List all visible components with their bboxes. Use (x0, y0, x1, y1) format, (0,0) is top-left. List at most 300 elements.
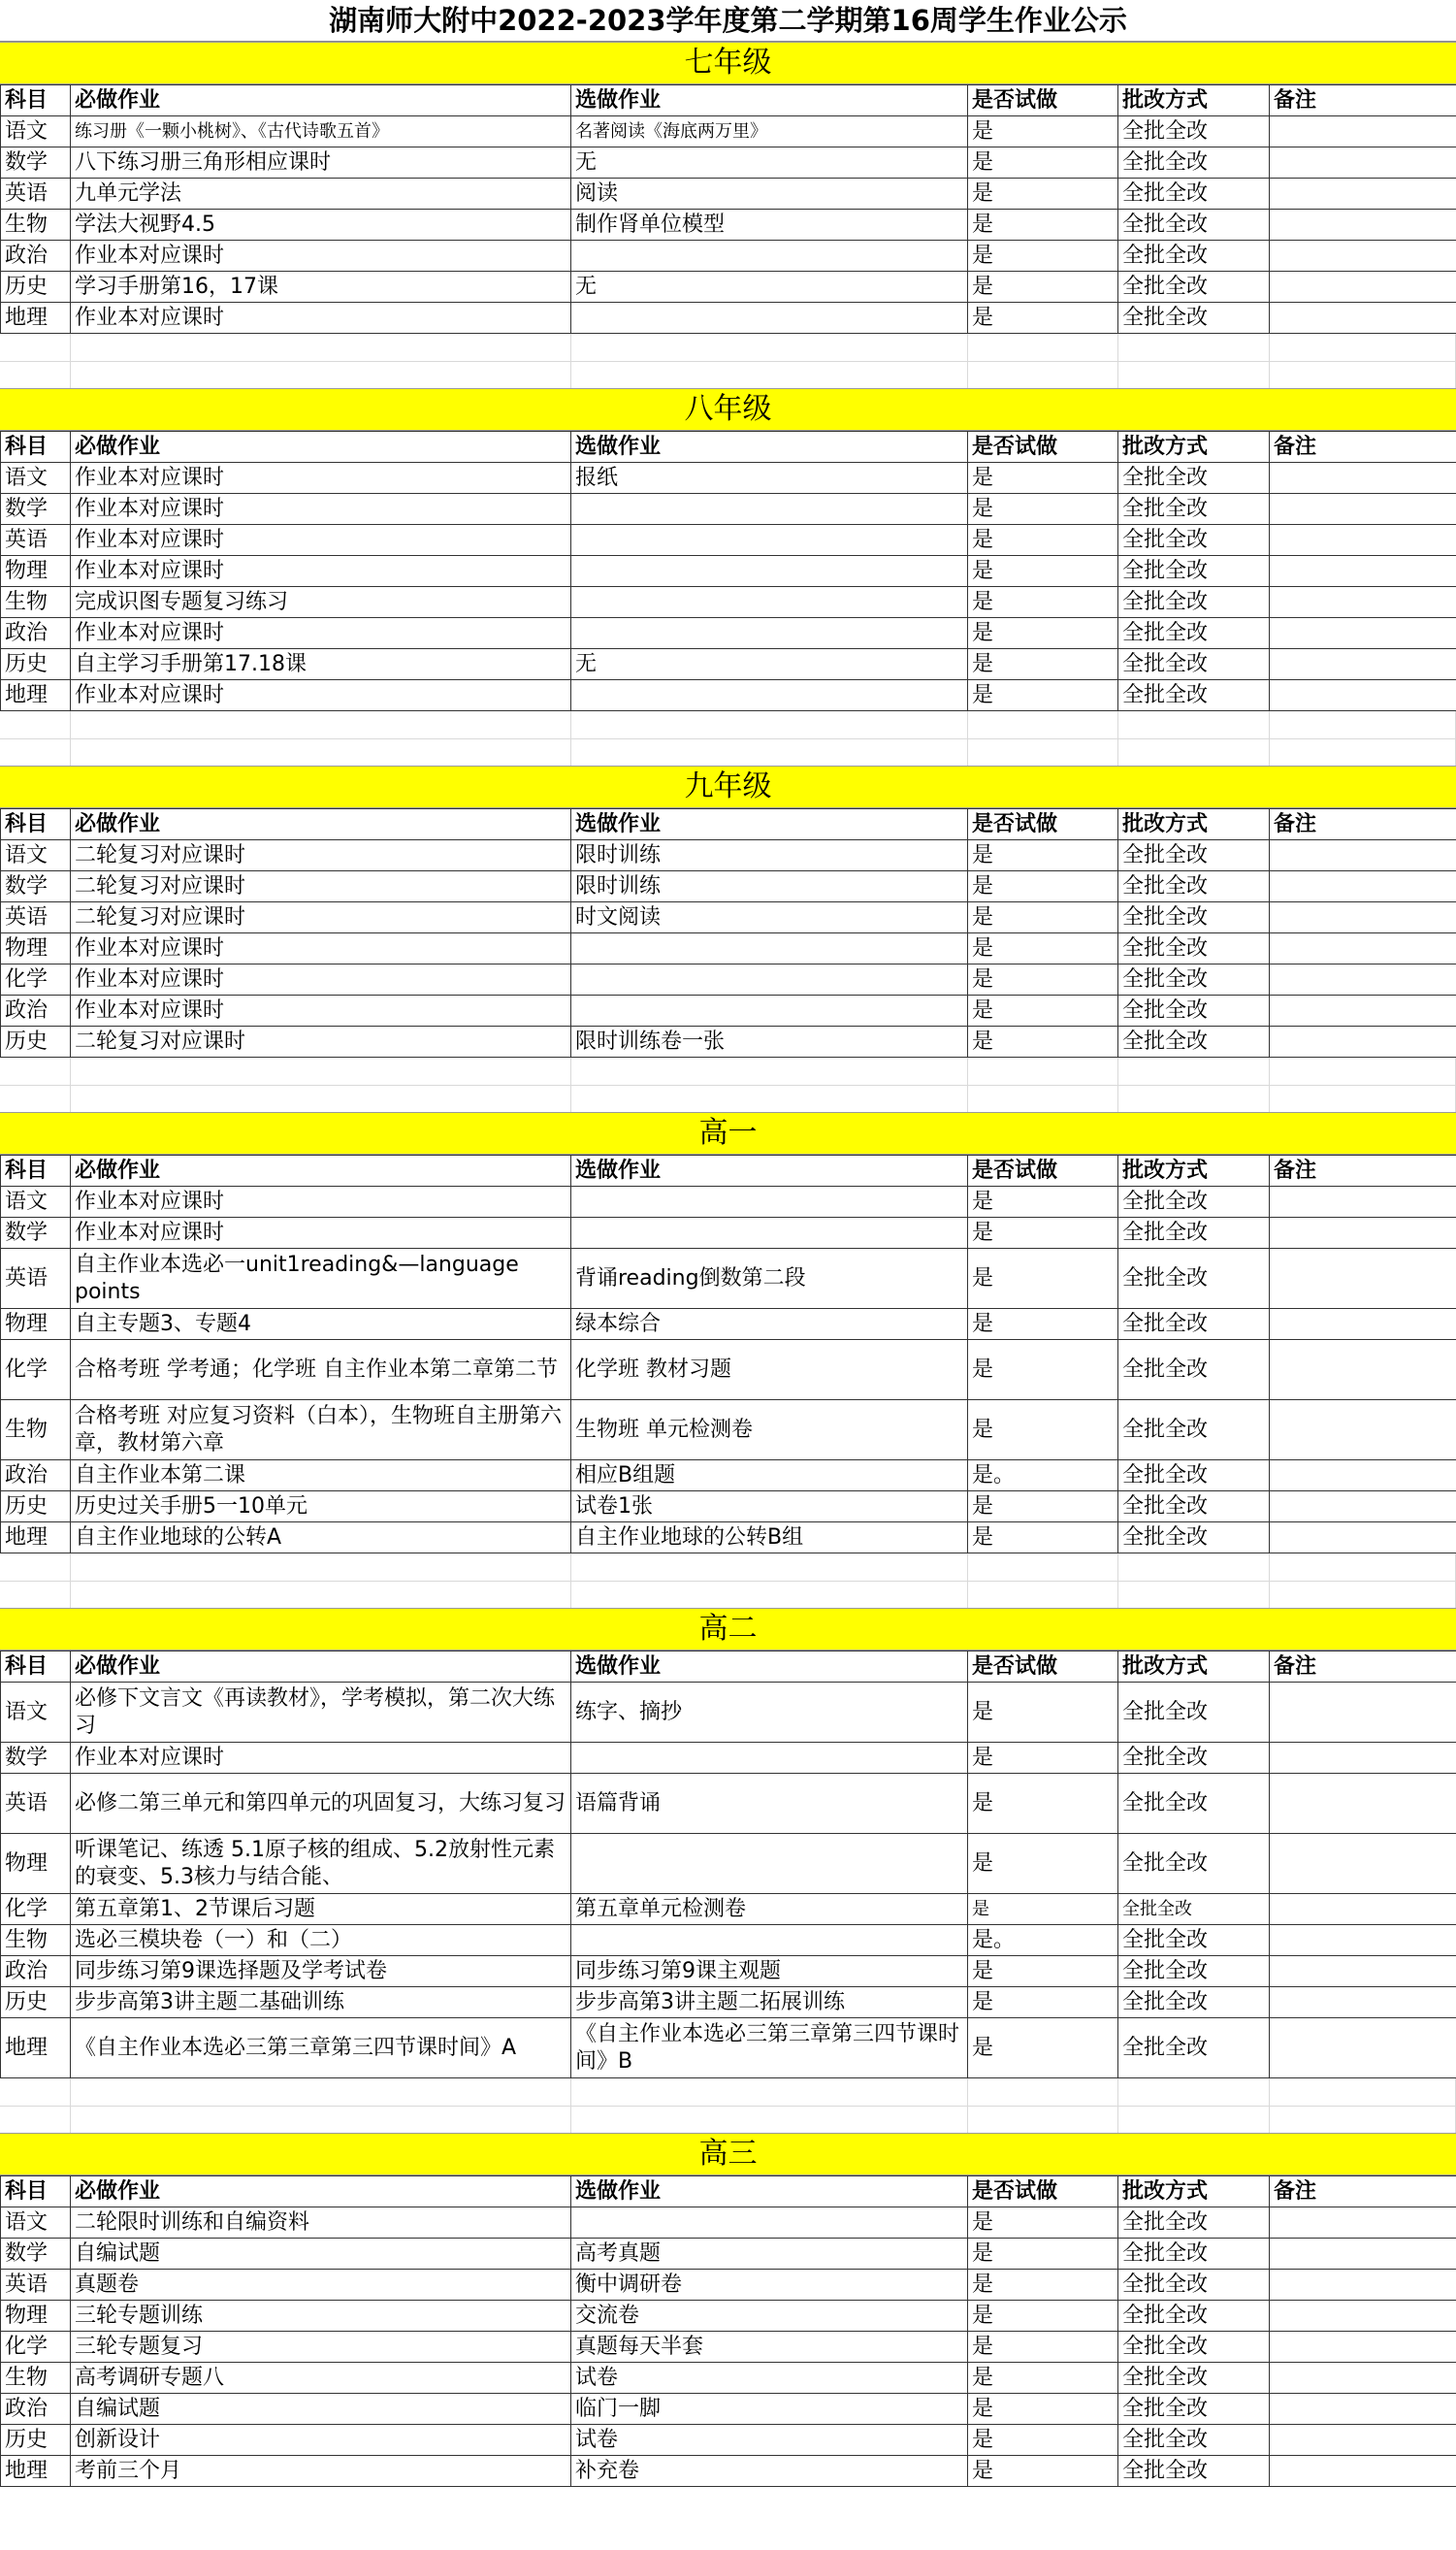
subject-cell: 语文 (1, 2207, 71, 2239)
optional-homework-cell: 试卷1张 (571, 1491, 968, 1522)
tried-cell: 是 (968, 1027, 1118, 1058)
note-cell (1270, 1774, 1456, 1834)
tried-cell: 是 (968, 1187, 1118, 1218)
table-row (1, 1400, 1456, 1460)
required-homework-cell: 学法大视野4.5 (71, 210, 571, 241)
tried-cell: 是 (968, 2332, 1118, 2363)
subject-cell: 语文 (1, 1683, 71, 1743)
note-cell (1270, 272, 1456, 303)
optional-homework-cell: 第五章单元检测卷 (571, 1894, 968, 1925)
note-cell (1270, 840, 1456, 871)
header-tried: 是否试做 (968, 85, 1118, 116)
table-row (1, 2394, 1456, 2425)
grading-method-cell: 全批全改 (1118, 147, 1270, 179)
required-homework-cell: 三轮专题复习 (71, 2332, 571, 2363)
table-row (1, 272, 1456, 303)
table-row (1, 618, 1456, 649)
grade-banner: 高一 (0, 1112, 1456, 1155)
optional-homework-cell (571, 933, 968, 964)
optional-homework-cell (571, 587, 968, 618)
grading-method-cell: 全批全改 (1118, 210, 1270, 241)
tried-cell: 是 (968, 1683, 1118, 1743)
table-row (1, 1460, 1456, 1491)
optional-homework-cell: 名著阅读《海底两万里》 (571, 116, 968, 147)
subject-cell: 地理 (1, 2456, 71, 2487)
subject-cell: 物理 (1, 1834, 71, 1894)
subject-cell: 数学 (1, 1218, 71, 1249)
optional-homework-cell: 无 (571, 272, 968, 303)
tried-cell: 是 (968, 871, 1118, 902)
subject-cell: 语文 (1, 116, 71, 147)
table-row (1, 1774, 1456, 1834)
grading-method-cell: 全批全改 (1118, 241, 1270, 272)
note-cell (1270, 1683, 1456, 1743)
grading-method-cell: 全批全改 (1118, 680, 1270, 711)
subject-cell: 历史 (1, 1987, 71, 2018)
note-cell (1270, 303, 1456, 334)
subject-cell: 地理 (1, 2018, 71, 2078)
subject-cell: 物理 (1, 2301, 71, 2332)
table-row (1, 1309, 1456, 1340)
header-optional: 选做作业 (571, 85, 968, 116)
subject-cell: 地理 (1, 1522, 71, 1553)
table-row (1, 463, 1456, 494)
tried-cell: 是 (968, 902, 1118, 933)
note-cell (1270, 147, 1456, 179)
note-cell (1270, 1340, 1456, 1400)
required-homework-cell: 合格考班 对应复习资料（白本），生物班自主册第六章，教材第六章 (71, 1400, 571, 1460)
required-homework-cell: 二轮复习对应课时 (71, 840, 571, 871)
subject-cell: 政治 (1, 2394, 71, 2425)
header-grading-method: 批改方式 (1118, 809, 1270, 840)
table-row (1, 2239, 1456, 2270)
table-row (1, 210, 1456, 241)
grading-method-cell: 全批全改 (1118, 649, 1270, 680)
grading-method-cell: 全批全改 (1118, 2363, 1270, 2394)
grading-method-cell: 全批全改 (1118, 116, 1270, 147)
grading-method-cell: 全批全改 (1118, 272, 1270, 303)
required-homework-cell: 作业本对应课时 (71, 241, 571, 272)
subject-cell: 生物 (1, 587, 71, 618)
table-row (1, 1834, 1456, 1894)
table-row (1, 2301, 1456, 2332)
note-cell (1270, 556, 1456, 587)
note-cell (1270, 2270, 1456, 2301)
subject-cell: 生物 (1, 2363, 71, 2394)
grading-method-cell: 全批全改 (1118, 964, 1270, 996)
grading-method-cell: 全批全改 (1118, 2301, 1270, 2332)
subject-cell: 历史 (1, 649, 71, 680)
table-row (1, 1683, 1456, 1743)
table-row (1, 1956, 1456, 1987)
homework-table (0, 1651, 1456, 2078)
required-homework-cell: 作业本对应课时 (71, 933, 571, 964)
required-homework-cell: 自编试题 (71, 2394, 571, 2425)
table-row (1, 1249, 1456, 1309)
grade-banner: 七年级 (0, 42, 1456, 84)
required-homework-cell: 二轮复习对应课时 (71, 871, 571, 902)
note-cell (1270, 2456, 1456, 2487)
header-grading-method: 批改方式 (1118, 85, 1270, 116)
note-cell (1270, 1522, 1456, 1553)
subject-cell: 英语 (1, 525, 71, 556)
required-homework-cell: 步步高第3讲主题二基础训练 (71, 1987, 571, 2018)
subject-cell: 地理 (1, 303, 71, 334)
table-row (1, 2270, 1456, 2301)
header-required: 必做作业 (71, 85, 571, 116)
header-grading-method: 批改方式 (1118, 432, 1270, 463)
tried-cell: 是 (968, 1774, 1118, 1834)
grading-method-cell: 全批全改 (1118, 1187, 1270, 1218)
subject-cell: 英语 (1, 1774, 71, 1834)
header-optional: 选做作业 (571, 809, 968, 840)
grading-method-cell: 全批全改 (1118, 2425, 1270, 2456)
table-row (1, 494, 1456, 525)
optional-homework-cell: 交流卷 (571, 2301, 968, 2332)
header-required: 必做作业 (71, 432, 571, 463)
tried-cell: 是 (968, 494, 1118, 525)
grading-method-cell: 全批全改 (1118, 525, 1270, 556)
grading-method-cell: 全批全改 (1118, 1522, 1270, 1553)
required-homework-cell: 合格考班 学考通；化学班 自主作业本第二章第二节 (71, 1340, 571, 1400)
table-header-row (1, 432, 1456, 463)
subject-cell: 英语 (1, 902, 71, 933)
header-note: 备注 (1270, 809, 1456, 840)
table-header-row (1, 1156, 1456, 1187)
required-homework-cell: 作业本对应课时 (71, 680, 571, 711)
required-homework-cell: 作业本对应课时 (71, 494, 571, 525)
header-note: 备注 (1270, 1156, 1456, 1187)
required-homework-cell: 二轮限时训练和自编资料 (71, 2207, 571, 2239)
subject-cell: 政治 (1, 618, 71, 649)
optional-homework-cell: 高考真题 (571, 2239, 968, 2270)
tried-cell: 是 (968, 2018, 1118, 2078)
tried-cell: 是 (968, 618, 1118, 649)
optional-homework-cell: 限时训练卷一张 (571, 1027, 968, 1058)
optional-homework-cell: 绿本综合 (571, 1309, 968, 1340)
table-header-row (1, 809, 1456, 840)
required-homework-cell: 作业本对应课时 (71, 556, 571, 587)
tried-cell: 是 (968, 241, 1118, 272)
header-subject: 科目 (1, 1651, 71, 1683)
subject-cell: 历史 (1, 272, 71, 303)
grading-method-cell: 全批全改 (1118, 2239, 1270, 2270)
tried-cell: 是 (968, 2425, 1118, 2456)
note-cell (1270, 1987, 1456, 2018)
header-note: 备注 (1270, 432, 1456, 463)
table-row (1, 1925, 1456, 1956)
required-homework-cell: 三轮专题训练 (71, 2301, 571, 2332)
required-homework-cell: 作业本对应课时 (71, 996, 571, 1027)
optional-homework-cell: 练字、摘抄 (571, 1683, 968, 1743)
homework-table (0, 2175, 1456, 2487)
grade-banner: 九年级 (0, 766, 1456, 808)
subject-cell: 语文 (1, 463, 71, 494)
optional-homework-cell (571, 303, 968, 334)
note-cell (1270, 241, 1456, 272)
tried-cell: 是 (968, 303, 1118, 334)
required-homework-cell: 作业本对应课时 (71, 1187, 571, 1218)
optional-homework-cell: 真题每天半套 (571, 2332, 968, 2363)
optional-homework-cell: 衡中调研卷 (571, 2270, 968, 2301)
header-optional: 选做作业 (571, 432, 968, 463)
required-homework-cell: 选必三模块卷（一）和（二） (71, 1925, 571, 1956)
tried-cell: 是 (968, 116, 1118, 147)
tried-cell: 是 (968, 1218, 1118, 1249)
grading-method-cell: 全批全改 (1118, 871, 1270, 902)
header-required: 必做作业 (71, 1651, 571, 1683)
table-row (1, 902, 1456, 933)
optional-homework-cell (571, 494, 968, 525)
subject-cell: 化学 (1, 2332, 71, 2363)
note-cell (1270, 1218, 1456, 1249)
optional-homework-cell: 限时训练 (571, 840, 968, 871)
table-row (1, 241, 1456, 272)
tried-cell: 是 (968, 2239, 1118, 2270)
subject-cell: 物理 (1, 556, 71, 587)
note-cell (1270, 1743, 1456, 1774)
section-spacer (0, 1553, 1456, 1608)
note-cell (1270, 1894, 1456, 1925)
note-cell (1270, 1249, 1456, 1309)
grading-method-cell: 全批全改 (1118, 1249, 1270, 1309)
subject-cell: 数学 (1, 1743, 71, 1774)
tried-cell: 是 (968, 1340, 1118, 1400)
required-homework-cell: 同步练习第9课选择题及学考试卷 (71, 1956, 571, 1987)
required-homework-cell: 作业本对应课时 (71, 618, 571, 649)
subject-cell: 生物 (1, 1400, 71, 1460)
section-spacer (0, 334, 1456, 388)
tried-cell: 是 (968, 996, 1118, 1027)
table-row (1, 2363, 1456, 2394)
optional-homework-cell (571, 618, 968, 649)
subject-cell: 政治 (1, 996, 71, 1027)
required-homework-cell: 八下练习册三角形相应课时 (71, 147, 571, 179)
required-homework-cell: 历史过关手册5一10单元 (71, 1491, 571, 1522)
table-row (1, 996, 1456, 1027)
header-required: 必做作业 (71, 2176, 571, 2207)
note-cell (1270, 2239, 1456, 2270)
section-spacer (0, 2078, 1456, 2133)
table-row (1, 1491, 1456, 1522)
table-row (1, 1027, 1456, 1058)
note-cell (1270, 2394, 1456, 2425)
optional-homework-cell (571, 1218, 968, 1249)
tried-cell: 是。 (968, 1925, 1118, 1956)
optional-homework-cell: 步步高第3讲主题二拓展训练 (571, 1987, 968, 2018)
grading-method-cell: 全批全改 (1118, 2018, 1270, 2078)
table-row (1, 303, 1456, 334)
subject-cell: 语文 (1, 840, 71, 871)
table-row (1, 116, 1456, 147)
table-row (1, 871, 1456, 902)
table-row (1, 1987, 1456, 2018)
required-homework-cell: 完成识图专题复习练习 (71, 587, 571, 618)
note-cell (1270, 871, 1456, 902)
grading-method-cell: 全批全改 (1118, 2394, 1270, 2425)
optional-homework-cell: 临门一脚 (571, 2394, 968, 2425)
required-homework-cell: 作业本对应课时 (71, 463, 571, 494)
note-cell (1270, 1460, 1456, 1491)
optional-homework-cell: 同步练习第9课主观题 (571, 1956, 968, 1987)
subject-cell: 化学 (1, 1340, 71, 1400)
grade-banner: 高三 (0, 2133, 1456, 2175)
subject-cell: 物理 (1, 933, 71, 964)
table-row (1, 1894, 1456, 1925)
table-row (1, 1522, 1456, 1553)
tried-cell: 是 (968, 1522, 1118, 1553)
note-cell (1270, 933, 1456, 964)
required-homework-cell: 创新设计 (71, 2425, 571, 2456)
optional-homework-cell (571, 525, 968, 556)
required-homework-cell: 必修二第三单元和第四单元的巩固复习，大练习复习 (71, 1774, 571, 1834)
table-row (1, 556, 1456, 587)
header-tried: 是否试做 (968, 432, 1118, 463)
grading-method-cell: 全批全改 (1118, 1894, 1270, 1925)
optional-homework-cell: 试卷 (571, 2363, 968, 2394)
optional-homework-cell: 时文阅读 (571, 902, 968, 933)
tried-cell: 是 (968, 1894, 1118, 1925)
subject-cell: 英语 (1, 1249, 71, 1309)
optional-homework-cell: 试卷 (571, 2425, 968, 2456)
header-optional: 选做作业 (571, 2176, 968, 2207)
required-homework-cell: 真题卷 (71, 2270, 571, 2301)
tried-cell: 是 (968, 649, 1118, 680)
tried-cell: 是 (968, 2394, 1118, 2425)
grading-method-cell: 全批全改 (1118, 618, 1270, 649)
subject-cell: 历史 (1, 1027, 71, 1058)
header-tried: 是否试做 (968, 809, 1118, 840)
header-required: 必做作业 (71, 1156, 571, 1187)
grading-method-cell: 全批全改 (1118, 1027, 1270, 1058)
subject-cell: 英语 (1, 179, 71, 210)
optional-homework-cell: 《自主作业本选必三第三章第三四节课时间》B (571, 2018, 968, 2078)
subject-cell: 政治 (1, 241, 71, 272)
subject-cell: 数学 (1, 2239, 71, 2270)
note-cell (1270, 2301, 1456, 2332)
grade-banner: 高二 (0, 1608, 1456, 1651)
note-cell (1270, 587, 1456, 618)
table-header-row (1, 85, 1456, 116)
header-grading-method: 批改方式 (1118, 1651, 1270, 1683)
grading-method-cell: 全批全改 (1118, 1309, 1270, 1340)
subject-cell: 政治 (1, 1956, 71, 1987)
tried-cell: 是 (968, 2270, 1118, 2301)
homework-table (0, 84, 1456, 334)
table-row (1, 840, 1456, 871)
optional-homework-cell (571, 1925, 968, 1956)
table-row (1, 147, 1456, 179)
tried-cell: 是 (968, 210, 1118, 241)
tried-cell: 是 (968, 933, 1118, 964)
grading-method-cell: 全批全改 (1118, 840, 1270, 871)
subject-cell: 数学 (1, 147, 71, 179)
grading-method-cell: 全批全改 (1118, 587, 1270, 618)
subject-cell: 生物 (1, 210, 71, 241)
optional-homework-cell: 自主作业地球的公转B组 (571, 1522, 968, 1553)
subject-cell: 化学 (1, 964, 71, 996)
grading-method-cell: 全批全改 (1118, 2332, 1270, 2363)
grading-method-cell: 全批全改 (1118, 1987, 1270, 2018)
tried-cell: 是 (968, 840, 1118, 871)
note-cell (1270, 2207, 1456, 2239)
tried-cell: 是 (968, 1491, 1118, 1522)
subject-cell: 化学 (1, 1894, 71, 1925)
note-cell (1270, 1925, 1456, 1956)
table-row (1, 649, 1456, 680)
required-homework-cell: 自主作业本第二课 (71, 1460, 571, 1491)
header-subject: 科目 (1, 809, 71, 840)
tried-cell: 是 (968, 463, 1118, 494)
grading-method-cell: 全批全改 (1118, 1683, 1270, 1743)
optional-homework-cell: 限时训练 (571, 871, 968, 902)
required-homework-cell: 听课笔记、练透 5.1原子核的组成、5.2放射性元素的衰变、5.3核力与结合能、 (71, 1834, 571, 1894)
note-cell (1270, 1027, 1456, 1058)
subject-cell: 历史 (1, 1491, 71, 1522)
grading-method-cell: 全批全改 (1118, 996, 1270, 1027)
required-homework-cell: 《自主作业本选必三第三章第三四节课时间》A (71, 2018, 571, 2078)
note-cell (1270, 2363, 1456, 2394)
note-cell (1270, 525, 1456, 556)
optional-homework-cell (571, 2207, 968, 2239)
grading-method-cell: 全批全改 (1118, 463, 1270, 494)
tried-cell: 是。 (968, 1460, 1118, 1491)
header-subject: 科目 (1, 432, 71, 463)
required-homework-cell: 作业本对应课时 (71, 525, 571, 556)
tried-cell: 是 (968, 2363, 1118, 2394)
optional-homework-cell (571, 680, 968, 711)
tried-cell: 是 (968, 2456, 1118, 2487)
header-required: 必做作业 (71, 809, 571, 840)
subject-cell: 数学 (1, 494, 71, 525)
header-subject: 科目 (1, 1156, 71, 1187)
optional-homework-cell: 化学班 教材习题 (571, 1340, 968, 1400)
header-grading-method: 批改方式 (1118, 2176, 1270, 2207)
note-cell (1270, 179, 1456, 210)
optional-homework-cell (571, 241, 968, 272)
header-note: 备注 (1270, 2176, 1456, 2207)
subject-cell: 历史 (1, 2425, 71, 2456)
section-spacer (0, 1058, 1456, 1112)
subject-cell: 地理 (1, 680, 71, 711)
optional-homework-cell: 制作肾单位模型 (571, 210, 968, 241)
section-spacer (0, 711, 1456, 766)
optional-homework-cell (571, 1187, 968, 1218)
required-homework-cell: 二轮复习对应课时 (71, 1027, 571, 1058)
header-grading-method: 批改方式 (1118, 1156, 1270, 1187)
note-cell (1270, 1956, 1456, 1987)
optional-homework-cell: 补充卷 (571, 2456, 968, 2487)
subject-cell: 语文 (1, 1187, 71, 1218)
table-row (1, 2456, 1456, 2487)
header-note: 备注 (1270, 85, 1456, 116)
grading-method-cell: 全批全改 (1118, 2270, 1270, 2301)
header-tried: 是否试做 (968, 2176, 1118, 2207)
grading-method-cell: 全批全改 (1118, 1460, 1270, 1491)
grading-method-cell: 全批全改 (1118, 1834, 1270, 1894)
table-row (1, 2425, 1456, 2456)
grading-method-cell: 全批全改 (1118, 303, 1270, 334)
header-subject: 科目 (1, 2176, 71, 2207)
table-row (1, 2018, 1456, 2078)
required-homework-cell: 学习手册第16，17课 (71, 272, 571, 303)
note-cell (1270, 210, 1456, 241)
grading-method-cell: 全批全改 (1118, 2207, 1270, 2239)
required-homework-cell: 作业本对应课时 (71, 1743, 571, 1774)
optional-homework-cell (571, 1834, 968, 1894)
note-cell (1270, 2425, 1456, 2456)
homework-table (0, 1155, 1456, 1553)
